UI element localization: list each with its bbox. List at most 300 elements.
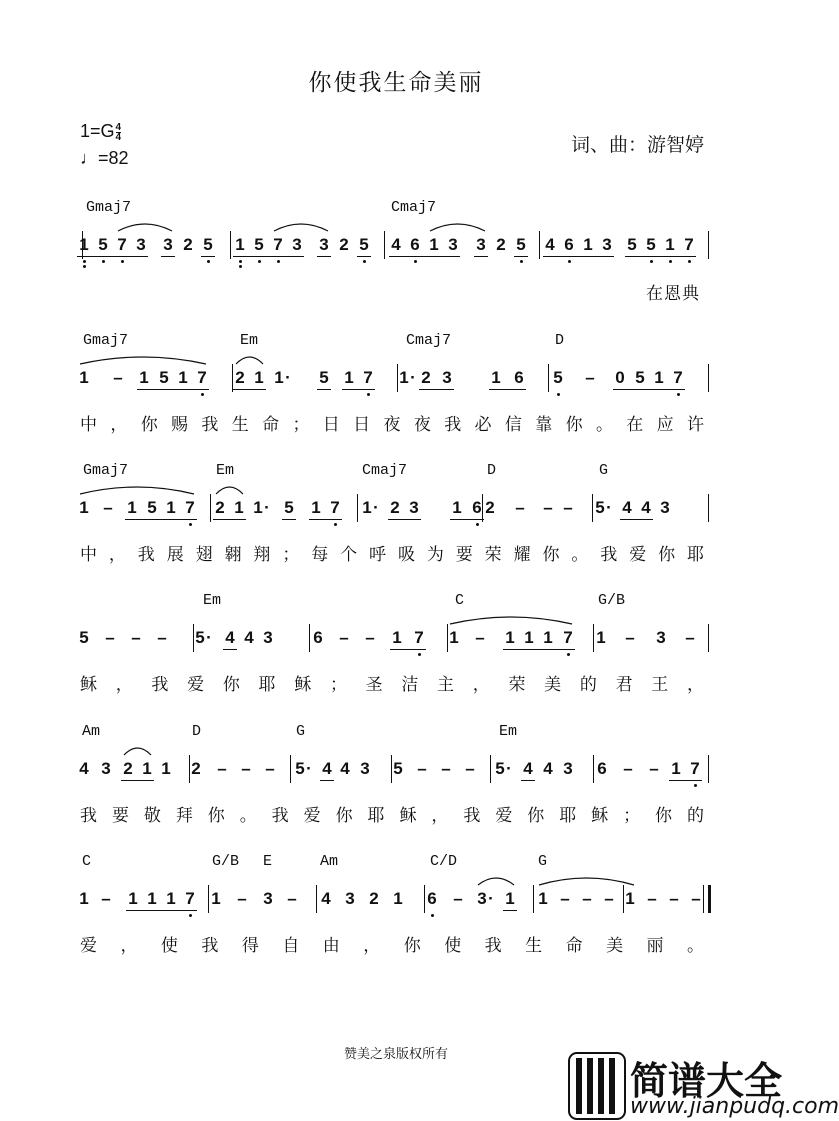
note-digit: 1 — [654, 368, 664, 387]
dash-mark: – — [604, 889, 614, 908]
note-digit: 6 — [514, 368, 524, 387]
slur-arc — [478, 878, 514, 885]
note-digit: 1 — [399, 368, 409, 387]
bar-line — [592, 494, 593, 522]
beam-underline — [625, 256, 696, 257]
bar-line — [533, 885, 534, 913]
bar-line — [309, 624, 310, 652]
note-digit: 1 — [665, 235, 675, 254]
dash-mark: – — [265, 759, 275, 778]
dash-mark: – — [543, 498, 553, 517]
beam-underline — [503, 910, 517, 911]
note-digit: 1 — [452, 498, 462, 517]
note-digit: 5 — [646, 235, 656, 254]
beam-underline — [137, 389, 209, 390]
chord-symbol: Em — [240, 332, 259, 349]
note-digit: 1 — [671, 759, 681, 778]
note-digit: 6 — [472, 498, 482, 517]
beam-underline — [450, 519, 484, 520]
beam-underline — [543, 256, 614, 257]
note-digit: 4 — [340, 759, 350, 778]
chord-symbol: G — [538, 853, 548, 870]
beam-underline — [282, 519, 296, 520]
bar-line — [623, 885, 624, 913]
final-bar-thin — [703, 885, 704, 913]
beam-underline — [201, 256, 215, 257]
dash-mark: – — [582, 889, 592, 908]
octave-dot — [239, 260, 242, 263]
note-digit: 1 — [538, 889, 548, 908]
note-digit: 1 — [505, 889, 515, 908]
note-digit: 1 — [596, 628, 606, 647]
octave-dot — [688, 260, 691, 263]
note-digit: 1 — [392, 628, 402, 647]
bar-line — [593, 624, 594, 652]
beam-underline — [503, 649, 575, 650]
beam-underline — [357, 256, 371, 257]
note-digit: 6 — [597, 759, 607, 778]
key-text: 1=G — [80, 121, 115, 141]
slur-arc — [274, 224, 328, 231]
note-digit: 7 — [185, 889, 195, 908]
dash-mark: – — [237, 889, 247, 908]
note-digit: 1 — [274, 368, 284, 387]
bar-line — [316, 885, 317, 913]
note-digit: 3 — [292, 235, 302, 254]
note-digit: 1 — [543, 628, 553, 647]
lyrics-line: 爱，使我得自由，你使我生命美丽。 — [80, 936, 704, 956]
bar-line — [708, 494, 709, 522]
dot-mark: · — [410, 368, 416, 387]
time-denominator: 4 — [115, 131, 122, 143]
note-digit: 1 — [166, 889, 176, 908]
octave-dot — [363, 260, 366, 263]
octave-dot — [367, 393, 370, 396]
dot-mark: · — [606, 498, 612, 517]
chord-symbol: D — [192, 723, 202, 740]
beam-underline — [309, 519, 342, 520]
note-digit: 5 — [284, 498, 294, 517]
note-digit: 5 — [635, 368, 645, 387]
note-digit: 1 — [79, 889, 89, 908]
note-digit: 3 — [163, 235, 173, 254]
beam-underline — [514, 256, 528, 257]
bar-line — [391, 755, 392, 783]
note-digit: 6 — [410, 235, 420, 254]
bar-line — [232, 364, 233, 392]
bar-line — [189, 755, 190, 783]
note-digit: 1 — [583, 235, 593, 254]
note-digit: 4 — [322, 759, 332, 778]
note-digit: 3 — [263, 628, 273, 647]
note-digit: 2 — [421, 368, 431, 387]
octave-dot — [677, 393, 680, 396]
octave-dot — [557, 393, 560, 396]
note-digit: 3 — [101, 759, 111, 778]
chord-symbol: Cmaj7 — [406, 332, 452, 349]
dash-mark: – — [453, 889, 463, 908]
note-digit: 3 — [136, 235, 146, 254]
note-digit: 1 — [147, 889, 157, 908]
octave-dot — [334, 523, 337, 526]
note-digit: 5 — [495, 759, 505, 778]
dash-mark: – — [691, 889, 701, 908]
bar-line — [193, 624, 194, 652]
octave-dot — [201, 393, 204, 396]
bar-line — [447, 624, 448, 652]
note-digit: 5 — [98, 235, 108, 254]
octave-dot — [258, 260, 261, 263]
beam-underline — [388, 519, 421, 520]
note-digit: 4 — [321, 889, 331, 908]
note-digit: 5 — [359, 235, 369, 254]
slur-arc — [124, 748, 151, 755]
bar-line — [397, 364, 398, 392]
note-digit: 5 — [195, 628, 205, 647]
beam-underline — [521, 780, 535, 781]
slur-arc — [236, 357, 263, 364]
chord-symbol: G/B — [212, 853, 240, 870]
note-digit: 4 — [391, 235, 401, 254]
chord-symbol: Em — [203, 592, 222, 609]
octave-dot — [102, 260, 105, 263]
bar-line — [290, 755, 291, 783]
note-digit: 6 — [313, 628, 323, 647]
note-digit: 3 — [656, 628, 666, 647]
dash-mark: – — [647, 889, 657, 908]
dash-mark: – — [105, 628, 115, 647]
beam-underline — [317, 256, 331, 257]
dash-mark: – — [287, 889, 297, 908]
beam-underline — [489, 389, 526, 390]
slur-arc — [216, 487, 243, 494]
note-digit: 7 — [273, 235, 283, 254]
site-logo — [568, 1050, 839, 1121]
logo-text: 简谱大全 — [630, 1059, 783, 1103]
note-digit: 1 — [234, 498, 244, 517]
dash-mark: – — [623, 759, 633, 778]
note-digit: 1 — [344, 368, 354, 387]
beam-underline — [613, 389, 685, 390]
chord-symbol: Am — [320, 853, 339, 870]
note-digit: 2 — [183, 235, 193, 254]
note-digit: 2 — [191, 759, 201, 778]
note-digit: 3 — [563, 759, 573, 778]
beam-underline — [620, 519, 653, 520]
note-digit: 2 — [369, 889, 379, 908]
beam-underline — [390, 649, 426, 650]
slur-arc — [430, 224, 485, 231]
dash-mark: – — [560, 889, 570, 908]
chord-symbol: Em — [216, 462, 235, 479]
note-digit: 4 — [545, 235, 555, 254]
octave-dot — [414, 260, 417, 263]
bar-line — [539, 231, 540, 259]
chord-symbol: G — [599, 462, 609, 479]
note-digit: 1 — [449, 628, 459, 647]
note-digit: 7 — [563, 628, 573, 647]
note-digit: 3 — [602, 235, 612, 254]
dash-mark: – — [417, 759, 427, 778]
dash-mark: – — [465, 759, 475, 778]
octave-dot — [431, 914, 434, 917]
copyright-footer: 赞美之泉版权所有 — [343, 1047, 448, 1062]
note-digit: 3 — [319, 235, 329, 254]
note-digit: 2 — [215, 498, 225, 517]
piano-keys-icon — [568, 1052, 626, 1120]
octave-dot — [277, 260, 280, 263]
bar-line — [708, 364, 709, 392]
octave-dot — [121, 260, 124, 263]
beam-underline — [342, 389, 375, 390]
octave-dot — [669, 260, 672, 263]
note-digit: 1 — [166, 498, 176, 517]
beam-underline — [389, 256, 460, 257]
dash-mark: – — [103, 498, 113, 517]
note-digit: 7 — [414, 628, 424, 647]
bar-line — [548, 364, 549, 392]
note-digit: 5 — [203, 235, 213, 254]
note-digit: 1 — [491, 368, 501, 387]
chord-symbol: E — [263, 853, 273, 870]
octave-dot — [418, 653, 421, 656]
note-digit: 4 — [79, 759, 89, 778]
lyrics-line: 稣，我爱你耶稣；圣洁主，荣美的君王， — [80, 675, 704, 695]
note-digit: 1 — [524, 628, 534, 647]
bar-line — [490, 755, 491, 783]
chord-symbol: Gmaj7 — [83, 462, 129, 479]
dot-mark: · — [306, 759, 312, 778]
bar-line — [82, 231, 83, 259]
note-digit: 3 — [476, 235, 486, 254]
bar-line — [708, 624, 709, 652]
dash-mark: – — [585, 368, 595, 387]
note-digit: 1 — [211, 889, 221, 908]
dash-mark: – — [113, 368, 123, 387]
chord-symbol: G — [296, 723, 306, 740]
note-digit: 5 — [147, 498, 157, 517]
note-digit: 5 — [553, 368, 563, 387]
chord-symbol: Gmaj7 — [83, 332, 129, 349]
dash-mark: – — [625, 628, 635, 647]
dot-mark: · — [264, 498, 270, 517]
note-digit: 2 — [390, 498, 400, 517]
time-signature — [116, 123, 122, 142]
octave-dot — [189, 523, 192, 526]
note-digit: 5 — [595, 498, 605, 517]
tempo-marking: ♩=82 — [80, 148, 129, 168]
beam-underline — [233, 389, 266, 390]
note-digit: 7 — [690, 759, 700, 778]
beam-underline — [320, 780, 334, 781]
note-digit: 7 — [673, 368, 683, 387]
dash-mark: – — [515, 498, 525, 517]
beam-underline — [161, 256, 175, 257]
note-digit: 5 — [516, 235, 526, 254]
note-digit: 1 — [362, 498, 372, 517]
dash-mark: – — [365, 628, 375, 647]
octave-dot — [207, 260, 210, 263]
octave-dot — [567, 653, 570, 656]
note-digit: 5 — [79, 628, 89, 647]
note-digit: 7 — [330, 498, 340, 517]
song-title: 你使我生命美丽 — [308, 70, 484, 96]
note-digit: 4 — [543, 759, 553, 778]
note-digit: 1 — [505, 628, 515, 647]
note-digit: 1 — [79, 235, 89, 254]
beam-underline — [125, 519, 197, 520]
chord-symbol: Em — [499, 723, 518, 740]
octave-dot — [83, 260, 86, 263]
octave-dot — [189, 914, 192, 917]
chord-symbol: C — [82, 853, 92, 870]
bar-line — [208, 885, 209, 913]
dash-mark: – — [101, 889, 111, 908]
note-digit: 1 — [235, 235, 245, 254]
note-digit: 6 — [564, 235, 574, 254]
lyrics-line: 中，你赐我生命；日日夜夜我必信靠你。在应许 — [80, 415, 704, 435]
note-digit: 2 — [339, 235, 349, 254]
dash-mark: – — [563, 498, 573, 517]
beam-underline — [126, 910, 197, 911]
dash-mark: – — [475, 628, 485, 647]
dot-mark: · — [285, 368, 291, 387]
dash-mark: – — [241, 759, 251, 778]
note-digit: 3 — [448, 235, 458, 254]
beam-underline — [223, 649, 237, 650]
slur-arc — [539, 878, 634, 885]
logo-url: www.jianpudq.com — [630, 1094, 839, 1119]
note-digit: 1 — [393, 889, 403, 908]
note-digit: 1 — [128, 889, 138, 908]
note-digit: 3 — [360, 759, 370, 778]
note-digit: 2 — [485, 498, 495, 517]
note-digit: 3 — [660, 498, 670, 517]
beam-underline — [77, 256, 148, 257]
note-digit: 1 — [253, 498, 263, 517]
note-digit: 1 — [178, 368, 188, 387]
chord-symbol: C/D — [430, 853, 458, 870]
bar-line — [424, 885, 425, 913]
octave-dot — [239, 265, 242, 268]
chord-symbol: Cmaj7 — [391, 199, 437, 216]
note-digit: 1 — [625, 889, 635, 908]
beam-underline — [317, 389, 331, 390]
chord-symbol: Gmaj7 — [86, 199, 132, 216]
dash-mark: – — [669, 889, 679, 908]
note-digit: 7 — [684, 235, 694, 254]
octave-dot — [568, 260, 571, 263]
note-digit: 1 — [254, 368, 264, 387]
dash-mark: – — [157, 628, 167, 647]
note-digit: 5 — [627, 235, 637, 254]
note-digit: 5 — [393, 759, 403, 778]
bar-line — [593, 755, 594, 783]
dash-mark: – — [685, 628, 695, 647]
note-digit: 7 — [185, 498, 195, 517]
slur-arc — [450, 617, 572, 624]
bar-line — [357, 494, 358, 522]
lyrics-line: 中，我展翅翱翔；每个呼吸为要荣耀你。我爱你耶 — [80, 545, 704, 565]
octave-dot — [650, 260, 653, 263]
beam-underline — [213, 519, 246, 520]
bar-line — [708, 755, 709, 783]
dot-mark: · — [488, 889, 494, 908]
chord-symbol: D — [555, 332, 565, 349]
note-digit: 1 — [161, 759, 171, 778]
note-digit: 4 — [622, 498, 632, 517]
beam-underline — [474, 256, 488, 257]
octave-dot — [83, 265, 86, 268]
dot-mark: · — [373, 498, 379, 517]
dash-mark: – — [131, 628, 141, 647]
beam-underline — [669, 780, 702, 781]
dash-mark: – — [339, 628, 349, 647]
beam-underline — [121, 780, 154, 781]
note-digit: 5 — [295, 759, 305, 778]
octave-dot — [694, 784, 697, 787]
note-digit: 5 — [254, 235, 264, 254]
note-digit: 4 — [225, 628, 235, 647]
slur-arc — [118, 224, 172, 231]
bar-line — [708, 231, 709, 259]
octave-dot — [476, 523, 479, 526]
note-digit: 3 — [477, 889, 487, 908]
note-digit: 7 — [363, 368, 373, 387]
note-digit: 3 — [409, 498, 419, 517]
note-digit: 4 — [641, 498, 651, 517]
bar-line — [230, 231, 231, 259]
chord-symbol: C — [455, 592, 465, 609]
note-digit: 6 — [427, 889, 437, 908]
note-digit: 4 — [244, 628, 254, 647]
dash-mark: – — [217, 759, 227, 778]
note-digit: 7 — [197, 368, 207, 387]
note-digit: 1 — [79, 368, 89, 387]
note-digit: 1 — [139, 368, 149, 387]
note-digit: 2 — [235, 368, 245, 387]
dash-mark: – — [649, 759, 659, 778]
note-digit: 3 — [442, 368, 452, 387]
octave-dot — [520, 260, 523, 263]
note-digit: 5 — [319, 368, 329, 387]
chord-symbol: G/B — [598, 592, 626, 609]
chord-symbol: D — [487, 462, 497, 479]
note-digit: 1 — [429, 235, 439, 254]
slur-arc — [80, 357, 206, 364]
chord-symbol: Cmaj7 — [362, 462, 408, 479]
beam-underline — [233, 256, 304, 257]
slur-arc — [80, 487, 194, 494]
note-digit: 1 — [142, 759, 152, 778]
dot-mark: · — [506, 759, 512, 778]
note-digit: 5 — [159, 368, 169, 387]
credit-text: 词、曲：游智婷 — [570, 134, 704, 156]
dot-mark: · — [206, 628, 212, 647]
bar-line — [210, 494, 211, 522]
note-digit: 7 — [117, 235, 127, 254]
dash-mark: – — [441, 759, 451, 778]
bar-line — [384, 231, 385, 259]
note-digit: 3 — [263, 889, 273, 908]
note-digit: 4 — [523, 759, 533, 778]
note-digit: 2 — [496, 235, 506, 254]
bar-line — [482, 494, 483, 522]
note-digit: 3 — [345, 889, 355, 908]
note-digit: 1 — [127, 498, 137, 517]
chord-symbol: Am — [82, 723, 101, 740]
final-bar-thick — [708, 885, 711, 913]
